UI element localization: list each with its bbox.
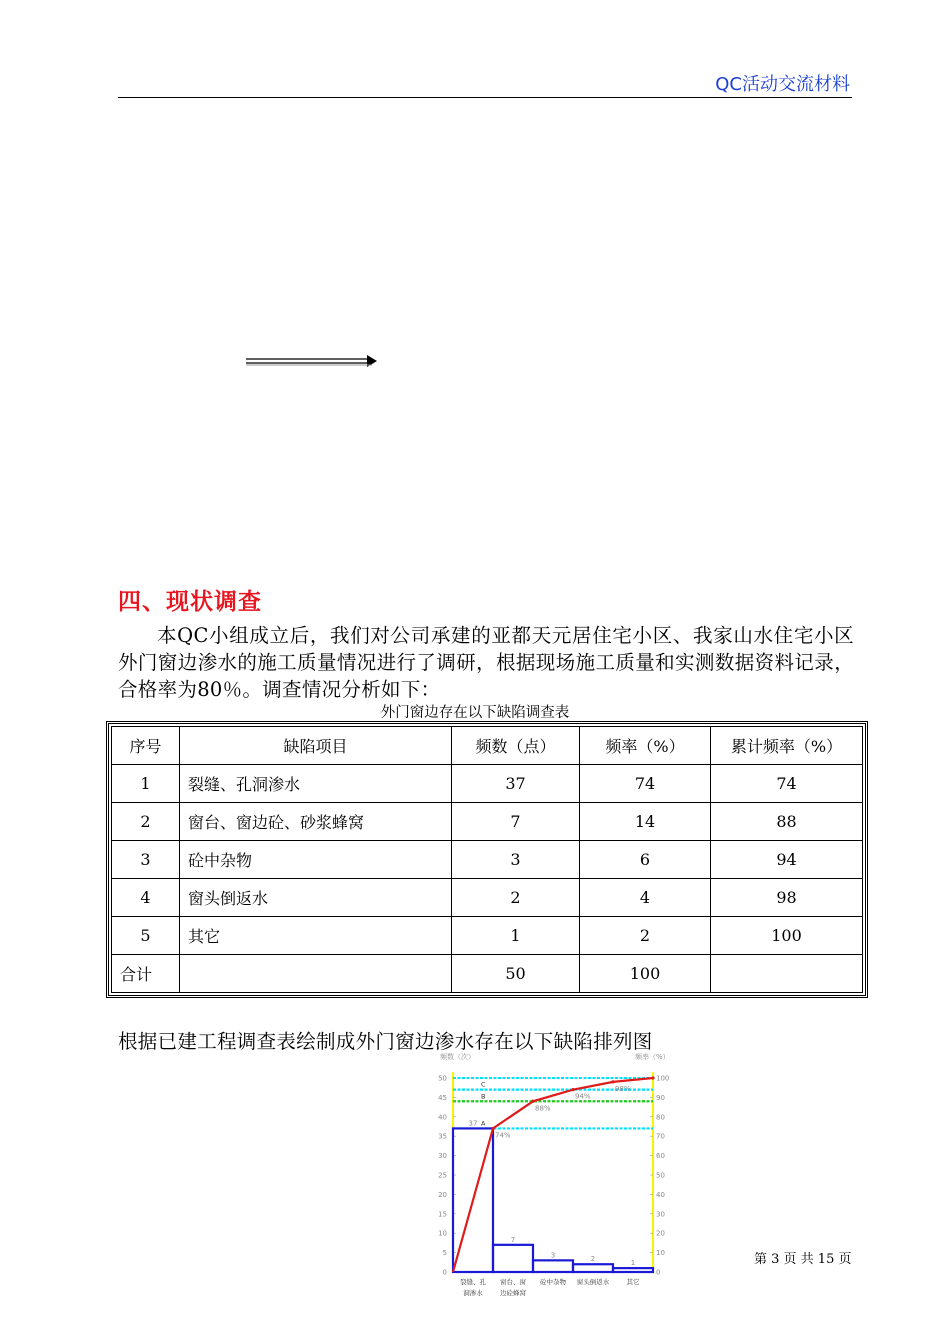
y-tick-label: 30 <box>438 1152 447 1161</box>
pareto-chart <box>420 1050 680 1306</box>
cumulative-point <box>531 1100 534 1103</box>
y2-tick-label: 60 <box>656 1152 665 1161</box>
bar-value-label: 2 <box>590 1255 596 1264</box>
reference-line-label: A <box>481 1119 486 1128</box>
x-tick-label: 裂缝、孔 <box>460 1278 486 1286</box>
table-cell: 14 <box>580 803 711 841</box>
table-cell: 4 <box>112 879 180 917</box>
table-row <box>112 803 863 841</box>
y-tick-label: 20 <box>438 1190 447 1199</box>
y2-tick-label: 90 <box>656 1093 665 1102</box>
reference-line-label: B <box>481 1092 486 1101</box>
y2-tick-label: 40 <box>656 1190 665 1199</box>
x-tick-label: 洞渗水 <box>463 1289 483 1297</box>
defect-table <box>106 721 868 998</box>
table-cell: 4 <box>580 879 711 917</box>
y-tick-label: 15 <box>438 1210 447 1219</box>
table-cell: 1 <box>452 917 580 955</box>
table-cell: 3 <box>452 841 580 879</box>
x-tick-label: 窗台、窗 <box>500 1278 526 1286</box>
table-cell: 砼中杂物 <box>180 841 452 879</box>
table-cell: 5 <box>112 917 180 955</box>
table-cell: 94 <box>711 841 863 879</box>
bar-value-label: 37 <box>468 1119 478 1128</box>
y2-axis-label: 频率（%） <box>635 1053 670 1061</box>
table-cell: 98 <box>711 879 863 917</box>
bar-value-label: 1 <box>630 1259 636 1268</box>
bar <box>613 1268 653 1272</box>
y2-tick-label: 0 <box>656 1268 661 1277</box>
cumulative-line <box>453 1078 653 1272</box>
chart-intro-text: 根据已建工程调查表绘制成外门窗边渗水存在以下缺陷排列图 <box>118 1030 653 1053</box>
cumulative-point <box>611 1080 614 1083</box>
column-header: 缺陷项目 <box>180 727 452 765</box>
page-number: 第 3 页 共 15 页 <box>754 1252 852 1267</box>
y-tick-label: 25 <box>438 1171 447 1180</box>
table-cell: 88 <box>711 803 863 841</box>
table-caption: 外门窗边存在以下缺陷调查表 <box>380 705 570 721</box>
table-cell: 2 <box>580 917 711 955</box>
table-cell: 3 <box>112 841 180 879</box>
y2-tick-label: 20 <box>656 1229 665 1238</box>
y2-tick-label: 70 <box>656 1132 665 1141</box>
cumulative-point <box>651 1076 654 1079</box>
table-cell: 74 <box>711 765 863 803</box>
header-divider <box>118 97 852 98</box>
bar <box>573 1264 613 1272</box>
table-cell: 100 <box>711 917 863 955</box>
table-cell: 100 <box>580 955 711 993</box>
table-total-row <box>112 955 863 993</box>
cumulative-label: 98% <box>615 1084 631 1093</box>
table-row <box>112 879 863 917</box>
table-cell: 37 <box>452 765 580 803</box>
table-cell: 6 <box>580 841 711 879</box>
y2-tick-label: 10 <box>656 1249 665 1258</box>
table-cell: 74 <box>580 765 711 803</box>
y-tick-label: 50 <box>438 1074 447 1083</box>
column-header: 频数（点） <box>452 727 580 765</box>
bar <box>533 1260 573 1272</box>
cumulative-point <box>491 1127 494 1130</box>
column-header: 序号 <box>112 727 180 765</box>
cumulative-label: 88% <box>535 1104 551 1113</box>
body-paragraph: 本QC小组成立后，我们对公司承建的亚都天元居住宅小区、我家山水住宅小区外门窗边渗水的施工质量情况进行了调研，根据现场施工质量和实测数据资料记录，合格率为80％。调查情况分析如下： <box>118 624 854 701</box>
table-cell: 7 <box>452 803 580 841</box>
table-cell: 窗台、窗边砼、砂浆蜂窝 <box>180 803 452 841</box>
x-tick-label: 边砼蜂窝 <box>500 1289 526 1297</box>
table-cell: 合计 <box>112 955 180 993</box>
y-tick-label: 5 <box>442 1249 447 1258</box>
table-cell: 裂缝、孔洞渗水 <box>180 765 452 803</box>
reference-line-label: C <box>481 1080 486 1089</box>
y-axis-label: 频数（次） <box>440 1053 475 1061</box>
y2-tick-label: 100 <box>656 1074 670 1083</box>
y2-tick-label: 80 <box>656 1113 665 1122</box>
bar <box>493 1245 533 1272</box>
y-tick-label: 10 <box>438 1229 447 1238</box>
cumulative-label: 74% <box>495 1131 511 1140</box>
table-cell: 其它 <box>180 917 452 955</box>
table-cell: 2 <box>452 879 580 917</box>
table-header-row <box>112 727 863 765</box>
table-cell <box>711 955 863 993</box>
x-tick-label: 砼中杂物 <box>540 1278 566 1286</box>
y-tick-label: 0 <box>442 1268 447 1277</box>
x-tick-label: 其它 <box>626 1278 640 1286</box>
y2-tick-label: 30 <box>656 1210 665 1219</box>
y2-tick-label: 50 <box>656 1171 665 1180</box>
column-header: 累计频率（%） <box>711 727 863 765</box>
table-row <box>112 765 863 803</box>
y-tick-label: 35 <box>438 1132 447 1141</box>
table-cell: 50 <box>452 955 580 993</box>
cumulative-point <box>571 1088 574 1091</box>
header-title: QC活动交流材料 <box>715 74 850 95</box>
table-cell: 1 <box>112 765 180 803</box>
x-tick-label: 窗头倒返水 <box>576 1278 610 1286</box>
right-arrow-icon <box>246 354 380 368</box>
table-row <box>112 917 863 955</box>
cumulative-label: 94% <box>575 1092 591 1101</box>
table-row <box>112 841 863 879</box>
section-heading: 四、现状调查 <box>118 589 262 615</box>
column-header: 频率（%） <box>580 727 711 765</box>
table-cell <box>180 955 452 993</box>
y-tick-label: 40 <box>438 1113 447 1122</box>
y-tick-label: 45 <box>438 1093 447 1102</box>
bar-value-label: 7 <box>510 1235 516 1244</box>
table-cell: 窗头倒返水 <box>180 879 452 917</box>
bar-value-label: 3 <box>550 1251 556 1260</box>
table-cell: 2 <box>112 803 180 841</box>
